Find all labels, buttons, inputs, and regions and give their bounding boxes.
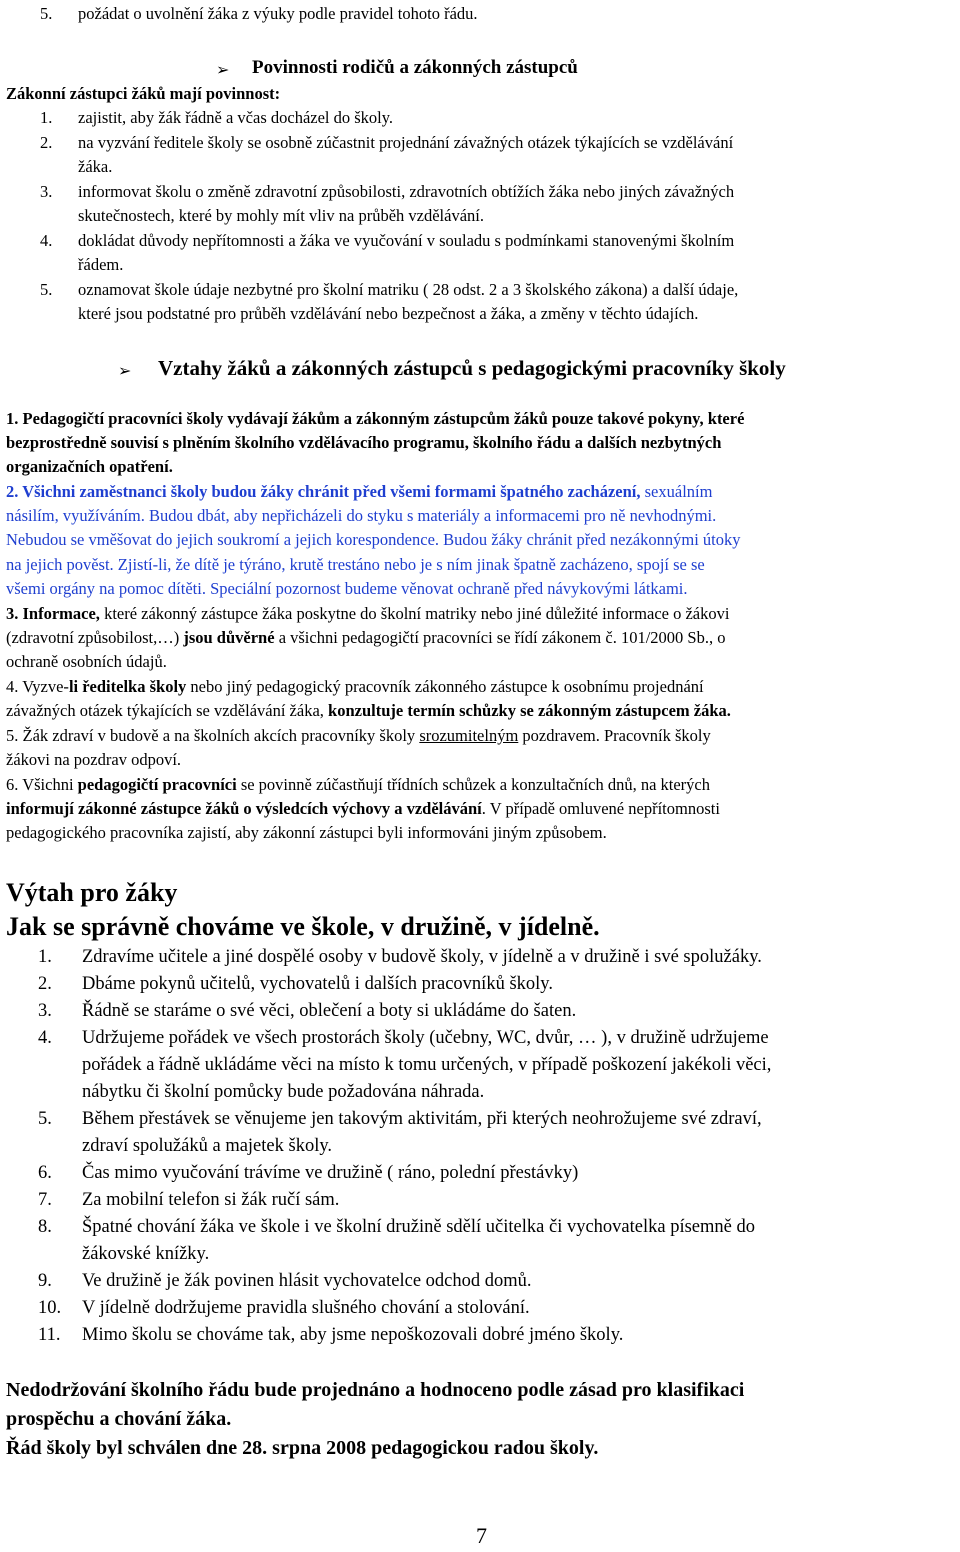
bold-text: jsou důvěrné — [183, 628, 275, 647]
list-number: 1. — [38, 947, 52, 967]
paragraph-line: žákovi na pozdrav odpoví. — [6, 750, 182, 769]
list-number: 6. — [38, 1163, 52, 1183]
text: se povinně zúčastňují třídních schůzek a konzultačních dnů, na kterých — [236, 775, 710, 794]
bold-text: 3. Informace, — [6, 604, 100, 623]
paragraph-line — [6, 675, 704, 699]
list-number: 10. — [38, 1298, 62, 1318]
paragraph-line — [6, 480, 712, 504]
text: pozdravem. Pracovník školy — [518, 726, 711, 745]
list-number: 5. — [38, 1109, 52, 1129]
list-item-text: pořádek a řádně ukládáme věci na místo k tomu určených, v případě poškození jakékoli věci, — [82, 1055, 772, 1075]
list-item-text: požádat o uvolnění žáka z výuky podle pravidel tohoto řádu. — [78, 4, 478, 23]
paragraph-line: 1. Pedagogičtí pracovníci školy vydávají žákům a zákonným zástupcům žáků pouze takové pokyny, které — [6, 409, 745, 428]
list-number: 4. — [40, 231, 53, 250]
list-item-text: Mimo školu se chováme tak, aby jsme nepoškozovali dobré jméno školy. — [82, 1325, 624, 1345]
list-item-text: skutečnostech, které by mohly mít vliv na průběh vzdělávání. — [78, 206, 484, 225]
text: závažných otázek týkajících se vzdělávání žáka, — [6, 701, 329, 720]
list-item-text: dokládat důvody nepřítomnosti a žáka ve vyučování v souladu s podmínkami stanovenými školním — [78, 231, 735, 250]
list-number: 5. — [40, 280, 53, 299]
list-number: 5. — [40, 4, 53, 23]
section-subtitle: Jak se správně chováme ve škole, v družině, v jídelně. — [6, 912, 600, 941]
paragraph-line — [6, 699, 731, 723]
bold-text: pedagogičtí pracovníci — [77, 775, 237, 794]
paragraph-line — [6, 626, 725, 650]
paragraph-line: Nebudou se vměšovat do jejich soukromí a jejich korespondence. Budou žáky chránit před nezákonnými útoky — [6, 530, 741, 549]
list-item-text: Udržujeme pořádek ve všech prostorách školy (učebny, WC, dvůr, … ), v družině udržujeme — [82, 1028, 769, 1048]
list-item-text: Špatné chování žáka ve škole i ve školní družině sdělí učitelka či vychovatelka písemně do — [82, 1217, 755, 1237]
paragraph-line — [6, 724, 711, 748]
bold-text: Všichni zaměstnanci školy budou žáky chránit před všemi formami špatného zacházení, — [22, 482, 641, 501]
list-item — [40, 2, 52, 26]
list-item-text: Řádně se staráme o své věci, oblečení a boty si ukládáme do šaten. — [82, 1001, 577, 1021]
list-number: 3. — [40, 182, 53, 201]
bold-text: informují zákonné zástupce žáků o výsledcích výchovy a vzdělávání — [6, 799, 482, 818]
arrow-bullet-icon: ➢ — [118, 361, 132, 380]
list-item-text: zajistit, aby žák řádně a včas docházel do školy. — [78, 108, 394, 127]
list-item-text: informovat školu o změně zdravotní způsobilosti, zdravotních obtížích žáka nebo jiných závažných — [78, 182, 735, 201]
paragraph-line — [6, 797, 720, 821]
text: které zákonný zástupce žáka poskytne do školní matriky nebo jiné důležité informace o žákovi — [99, 604, 730, 623]
list-item-text: V jídelně dodržujeme pravidla slušného chování a stolování. — [82, 1298, 530, 1318]
list-item-text: řádem. — [78, 255, 124, 274]
list-number: 2. — [38, 974, 52, 994]
bold-text: konzultuje termín schůzky se zákonným zástupcem žáka. — [328, 701, 731, 720]
paragraph-line — [6, 773, 710, 797]
paragraph-line: všemi orgány na pomoc dítěti. Speciální pozornost budeme věnovat ochraně před návykovými látkami. — [6, 579, 688, 598]
list-number: 1. — [40, 108, 53, 127]
text: 4. Vyzve- — [6, 677, 69, 696]
paragraph-number: 2. — [6, 482, 23, 501]
list-item-text: Dbáme pokynů učitelů, vychovatelů i dalších pracovníků školy. — [82, 974, 553, 994]
list-item-text: Ve družině je žák povinen hlásit vychovatelce odchod domů. — [82, 1271, 532, 1291]
text: sexuálním — [640, 482, 713, 501]
paragraph-line: násilím, využíváním. Budou dbát, aby nepřicházeli do styku s materiály a informacemi pro ně nevhodnými. — [6, 506, 717, 525]
closing-line: Nedodržování školního řádu bude projednáno a hodnoceno podle zásad pro klasifikaci — [6, 1379, 745, 1401]
section-intro: Zákonní zástupci žáků mají povinnost: — [6, 84, 281, 103]
list-number: 2. — [40, 133, 53, 152]
list-item-text: oznamovat škole údaje nezbytné pro školní matriku ( 28 odst. 2 a 3 školského zákona) a další údaje, — [78, 280, 739, 299]
list-number: 4. — [38, 1028, 52, 1048]
text: nebo jiný pedagogický pracovník zákonného zástupce k osobnímu projednání — [186, 677, 704, 696]
paragraph-line: ochraně osobních údajů. — [6, 652, 167, 671]
list-item-text: žákovské knížky. — [82, 1244, 210, 1264]
list-item-text: Za mobilní telefon si žák ručí sám. — [82, 1190, 340, 1210]
text: (zdravotní způsobilost,…) — [6, 628, 184, 647]
text: 5. Žák zdraví v budově a na školních akcích pracovníky školy — [6, 726, 420, 745]
list-number: 11. — [38, 1325, 61, 1345]
text: 6. Všichni — [6, 775, 78, 794]
list-item-text: Během přestávek se věnujeme jen takovým aktivitám, při kterých neohrožujeme své zdraví, — [82, 1109, 762, 1129]
list-item-text: Čas mimo vyučování trávíme ve družině ( ráno, polední přestávky) — [82, 1163, 579, 1183]
closing-line: Řád školy byl schválen dne 28. srpna 2008 pedagogickou radou školy. — [6, 1437, 599, 1459]
paragraph-line — [6, 602, 729, 626]
section-title: Výtah pro žáky — [6, 878, 178, 907]
paragraph-line: pedagogického pracovníka zajistí, aby zákonní zástupci byli informováni jiným způsobem. — [6, 823, 607, 842]
list-number: 7. — [38, 1190, 52, 1210]
list-number: 9. — [38, 1271, 52, 1291]
list-item-text: Zdravíme učitele a jiné dospělé osoby v budově školy, v jídelně a v družině i své spolužáky. — [82, 947, 762, 967]
bold-text: li ředitelka školy — [68, 677, 187, 696]
list-item-text: nábytku či školní pomůcky bude požadována náhrada. — [82, 1082, 485, 1102]
section-heading: Vztahy žáků a zákonných zástupců s pedagogickými pracovníky školy — [158, 356, 786, 380]
list-item-text: zdraví spolužáků a majetek školy. — [82, 1136, 333, 1156]
section-heading: Povinnosti rodičů a zákonných zástupců — [252, 57, 578, 78]
list-number: 8. — [38, 1217, 52, 1237]
arrow-bullet-icon: ➢ — [216, 60, 230, 79]
closing-line: prospěchu a chování žáka. — [6, 1408, 232, 1430]
page-number: 7 — [476, 1523, 487, 1548]
paragraph-line: organizačních opatření. — [6, 457, 173, 476]
list-item-text: na vyzvání ředitele školy se osobně zúčastnit projednání závažných otázek týkajících se vzdělávání — [78, 133, 734, 152]
text: . V případě omluvené nepřítomnosti — [481, 799, 720, 818]
list-item-text: žáka. — [78, 157, 113, 176]
text: a všichni pedagogičtí pracovníci se řídí zákonem č. 101/2000 Sb., o — [274, 628, 726, 647]
underlined-text: srozumitelným — [419, 726, 519, 745]
paragraph-line: bezprostředně souvisí s plněním školního vzdělávacího programu, školního řádu a dalších nezbytných — [6, 433, 722, 452]
list-number: 3. — [38, 1001, 52, 1021]
paragraph-line: na jejich pověst. Zjistí-li, že dítě je týráno, krutě trestáno nebo je s ním jinak špatně zacházeno, spojí se se — [6, 555, 705, 574]
list-item-text: které jsou podstatné pro průběh vzdělávání nebo bezpečnost a žáka, a změny v těchto údajích. — [78, 304, 699, 323]
